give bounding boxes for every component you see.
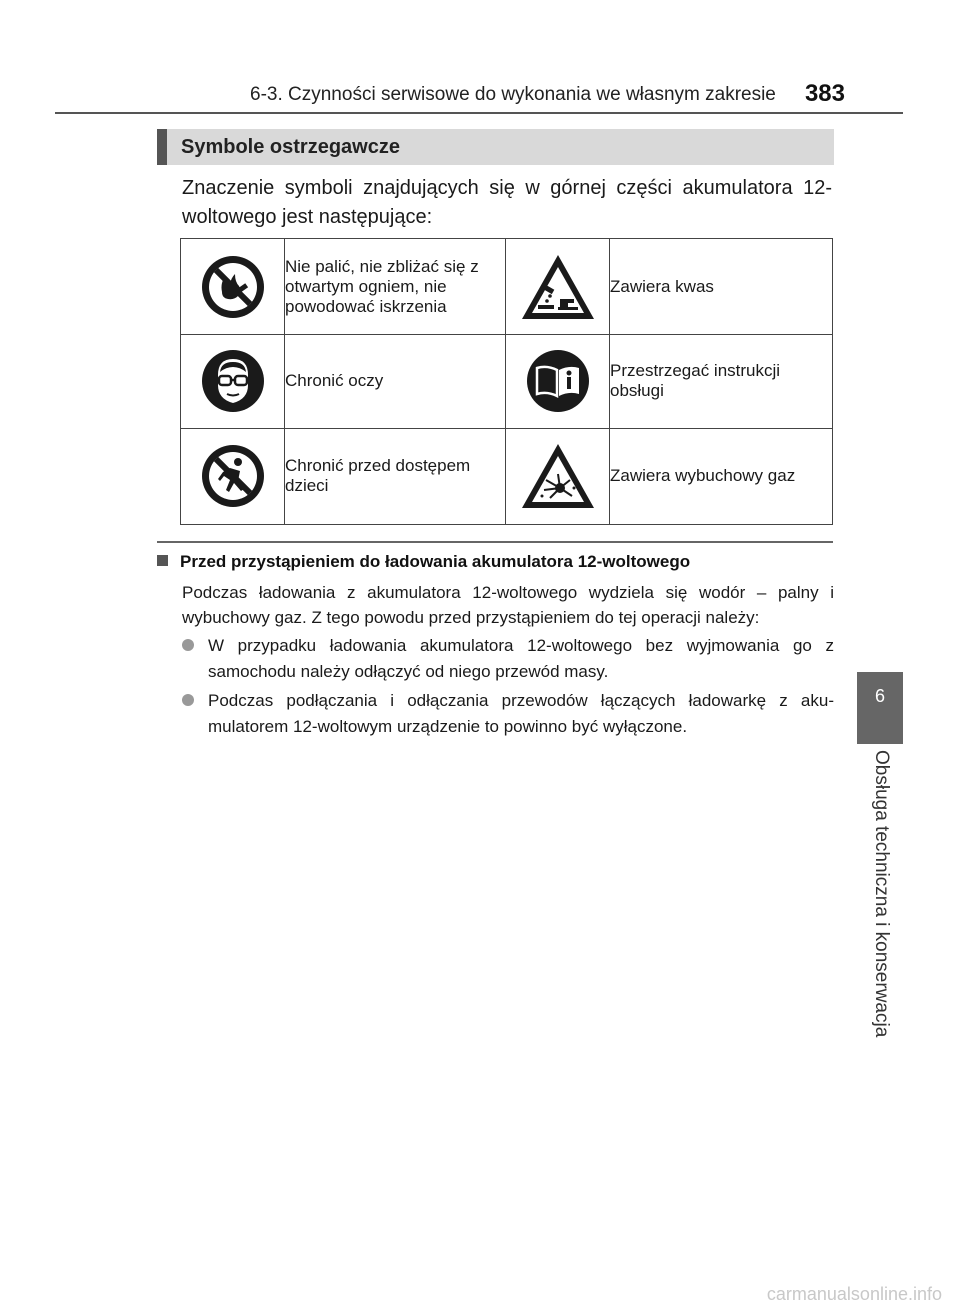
- symbol-label: Chronić przed dostępem dzieci: [285, 456, 471, 496]
- keep-away-from-children-icon: [200, 443, 266, 509]
- chapter-tab: [857, 672, 903, 744]
- symbol-label-cell: [285, 335, 506, 428]
- chapter-side-label: [870, 750, 896, 1040]
- section-heading-bar: [157, 129, 834, 165]
- charging-subheading: [157, 552, 837, 572]
- symbol-label: Nie palić, nie zbliżać się z otwartym ogniem, nie powodować iskrzenia: [285, 256, 479, 316]
- charging-paragraph: Podczas ładowania z akumulatora 12-woltowego wydziela się wodór – palny i wybuchowy gaz. Z tego powodu przed przystąpieniem do tej operacji należy:: [182, 583, 834, 627]
- list-item: [182, 688, 834, 740]
- symbol-cell: [181, 239, 285, 335]
- list-item: [182, 633, 834, 685]
- circle-bullet-icon: [182, 639, 194, 651]
- symbol-cell: [506, 239, 610, 335]
- header-rule: [55, 112, 903, 114]
- section-heading: Symbole ostrzegawcze: [181, 136, 400, 158]
- square-bullet-icon: [157, 555, 168, 566]
- eye-protection-icon: [200, 348, 266, 414]
- running-head-title: 6-3. Czynności serwisowe do wykonania we własnym zakresie: [250, 84, 776, 105]
- intro-paragraph: Znaczenie symboli znajdujących się w górnej części akumulatora 12-woltowego jest następujące:: [182, 177, 832, 228]
- table-row: [181, 239, 833, 335]
- table-row: [181, 335, 833, 428]
- symbol-label-cell: [285, 239, 506, 335]
- page-number: 383: [804, 80, 845, 107]
- symbol-label: Zawiera kwas: [610, 276, 714, 296]
- symbol-cell: [506, 428, 610, 524]
- running-head: [250, 80, 845, 114]
- symbol-label: Zawiera wybuchowy gaz: [610, 466, 796, 486]
- symbol-label-cell: [610, 428, 833, 524]
- table-row: [181, 428, 833, 524]
- charging-heading-text: Przed przystąpieniem do ładowania akumulatora 12-woltowego: [180, 552, 691, 571]
- instruction-manual-icon: [525, 348, 591, 414]
- section-divider: [157, 541, 833, 543]
- symbol-label-cell: [610, 239, 833, 335]
- acid-warning-icon: [520, 253, 596, 321]
- watermark: carmanualsonline.info: [766, 1284, 942, 1304]
- explosive-gas-warning-icon: [520, 442, 596, 510]
- list-item-text: W przypadku ładowania akumulatora 12-woltowego bez wyjmowania go z samochodu należy odłączyć od niego przewód masy.: [208, 636, 834, 681]
- symbol-cell: [181, 428, 285, 524]
- chapter-title: Obsługa techniczna i konserwacja: [871, 750, 892, 1038]
- no-smoking-no-flame-icon: [200, 254, 266, 320]
- symbol-cell: [181, 335, 285, 428]
- circle-bullet-icon: [182, 694, 194, 706]
- list-item-text: Podczas podłączania i odłączania przewodów łączących ładowarkę z aku-mulatorem 12-woltowym urządzenie to powinno być wyłączone.: [208, 691, 834, 736]
- symbol-label: Chronić oczy: [285, 371, 384, 391]
- symbol-cell: [506, 335, 610, 428]
- warning-symbols-table: [180, 238, 833, 525]
- chapter-number: 6: [874, 686, 885, 706]
- symbol-label-cell: [610, 335, 833, 428]
- symbol-label: Przestrzegać instrukcji obsługi: [610, 361, 781, 401]
- symbol-label-cell: [285, 428, 506, 524]
